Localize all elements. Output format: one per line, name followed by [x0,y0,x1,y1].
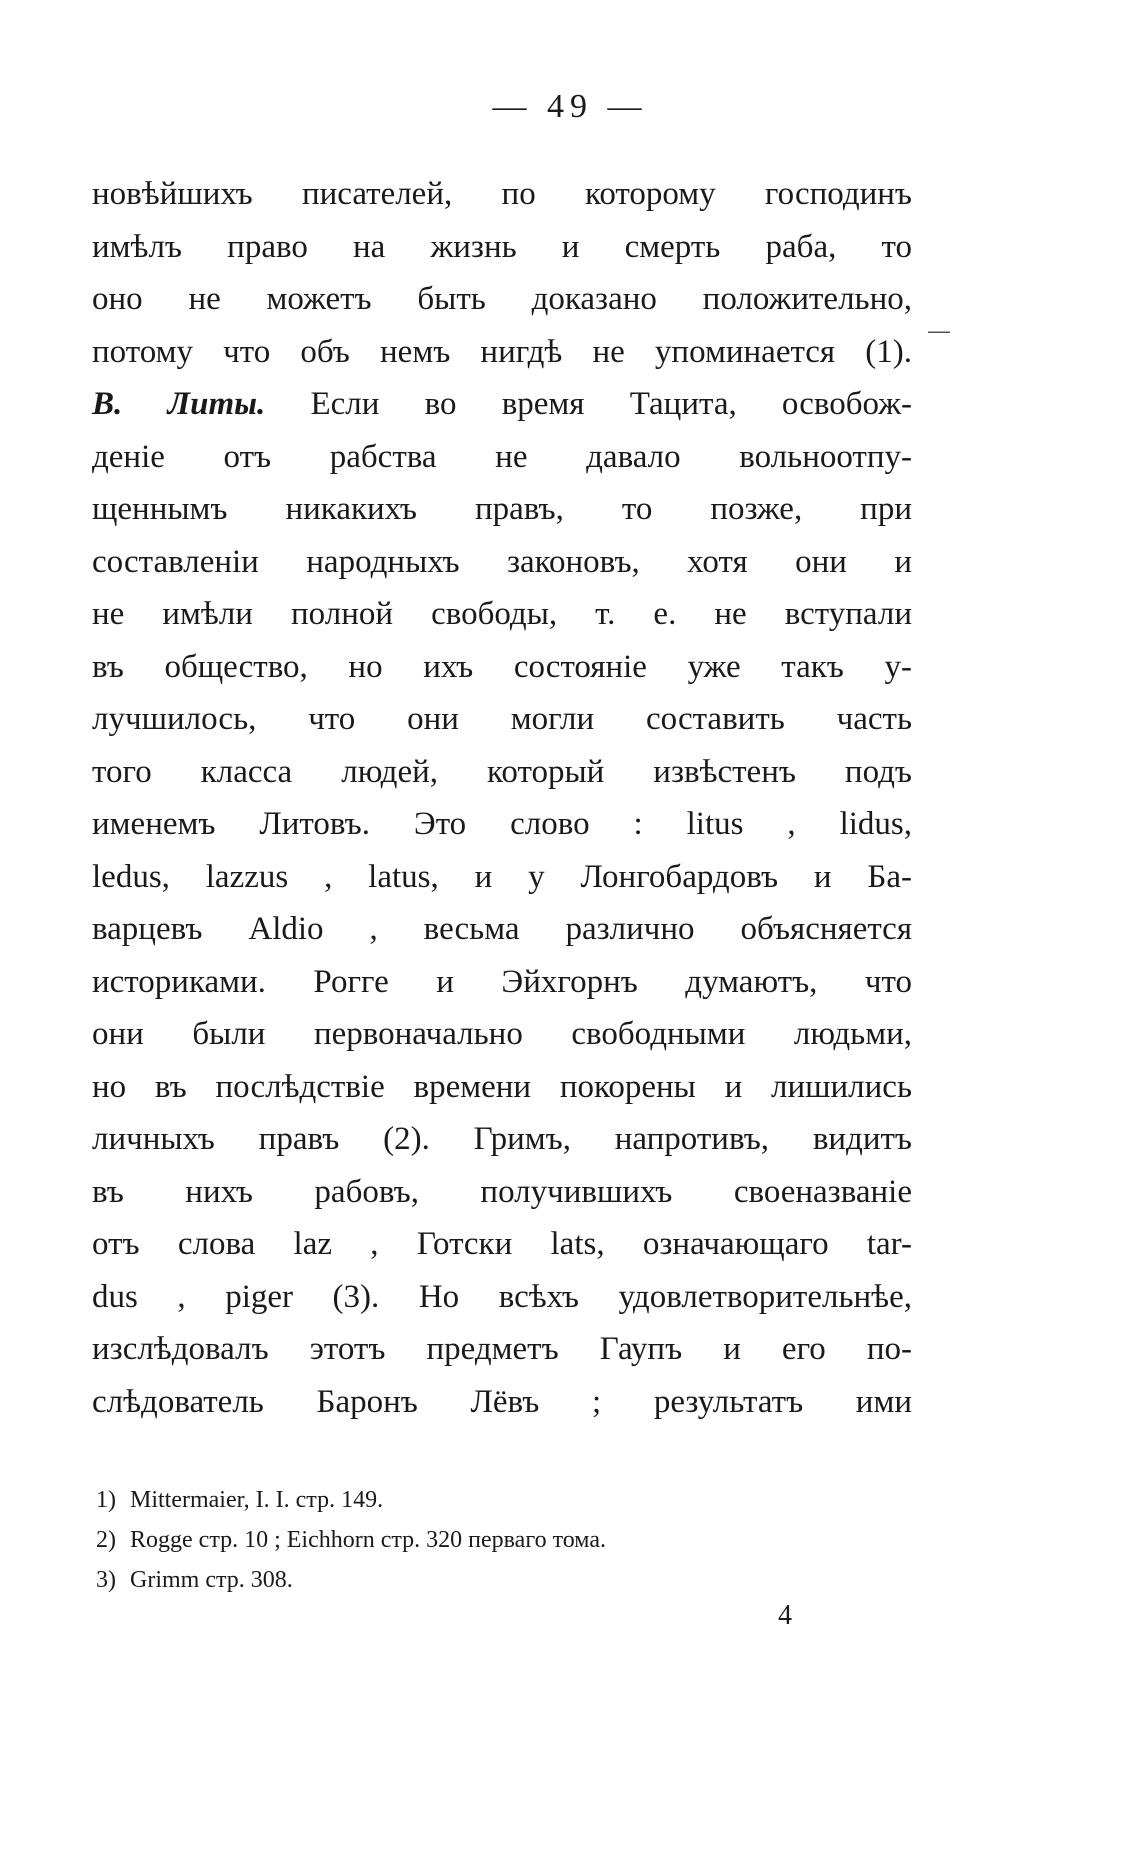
text-line: отъ слова laz , Готски lats, означающаго tar- [92,1226,912,1262]
section-lead: B. Литы. [92,386,266,422]
footnote [96,1560,856,1600]
page-number: — 49 — [492,88,648,125]
text-line: именемъ Литовъ. Это слово : litus , lidus, [92,806,912,842]
footnote-text: Rogge стр. 10 ; Eichhorn стр. 320 перваго тома. [130,1527,606,1553]
text-line: варцевъ Aldio , весьма различно объясняется [92,911,912,947]
text-line: оно не можетъ быть доказано положительно, [92,281,912,317]
footnote-mark: 3) [96,1567,116,1593]
text-line: въ нихъ рабовъ, получившихъ своеназваніе [92,1173,912,1210]
text-line: составленіи народныхъ законовъ, хотя они и [92,543,912,580]
text-line: лучшилось, что они могли составить часть [92,701,912,737]
footnote [96,1480,856,1520]
footnote [96,1520,856,1560]
footnote-mark: 1) [96,1487,116,1513]
text-line-rest: Если во время Тацита, освобож- [310,386,913,422]
footnotes [96,1480,856,1600]
text-line: потому что объ немъ нигдѣ не упоминается (1). [92,333,912,370]
section-lead-line [92,378,912,431]
footnote-mark: 2) [96,1527,116,1553]
text-line: dus , piger (3). Но всѣхъ удовлетворительнѣе, [92,1278,912,1315]
signature-mark: 4 [778,1600,792,1631]
footnote-text: Mittermaier, I. I. стр. 149. [130,1487,384,1513]
text-line: щеннымъ никакихъ правъ, то позже, при [92,491,912,527]
margin-mark: — [928,318,950,343]
text-line: въ общество, но ихъ состояніе уже такъ у- [92,648,912,685]
text-line: ledus, lazzus , latus, и у Лонгобардовъ и Ба- [92,858,912,895]
footnote-text: Grimm стр. 308. [130,1567,293,1593]
text-line: они были первоначально свободными людьми, [92,1016,912,1052]
text-line: изслѣдовалъ этотъ предметъ Гаупъ и его по- [92,1331,912,1367]
text-line: не имѣли полной свободы, т. е. не вступали [92,596,912,632]
text-line: личныхъ правъ (2). Гримъ, напротивъ, видитъ [92,1121,912,1157]
text-line: деніе отъ рабства не давало вольноотпу- [92,438,912,475]
text-line: имѣлъ право на жизнь и смерть раба, то [92,228,912,265]
body-text [92,168,912,1428]
text-line: но въ послѣдствіе времени покорены и лишились [92,1068,912,1105]
text-line: историками. Рогге и Эйхгорнъ думаютъ, что [92,963,912,1000]
text-line: слѣдователь Баронъ Лёвъ ; результатъ ими [92,1383,912,1420]
text-line: того класса людей, который извѣстенъ подъ [92,753,912,790]
text-line: новѣйшихъ писателей, по которому господинъ [92,176,912,212]
